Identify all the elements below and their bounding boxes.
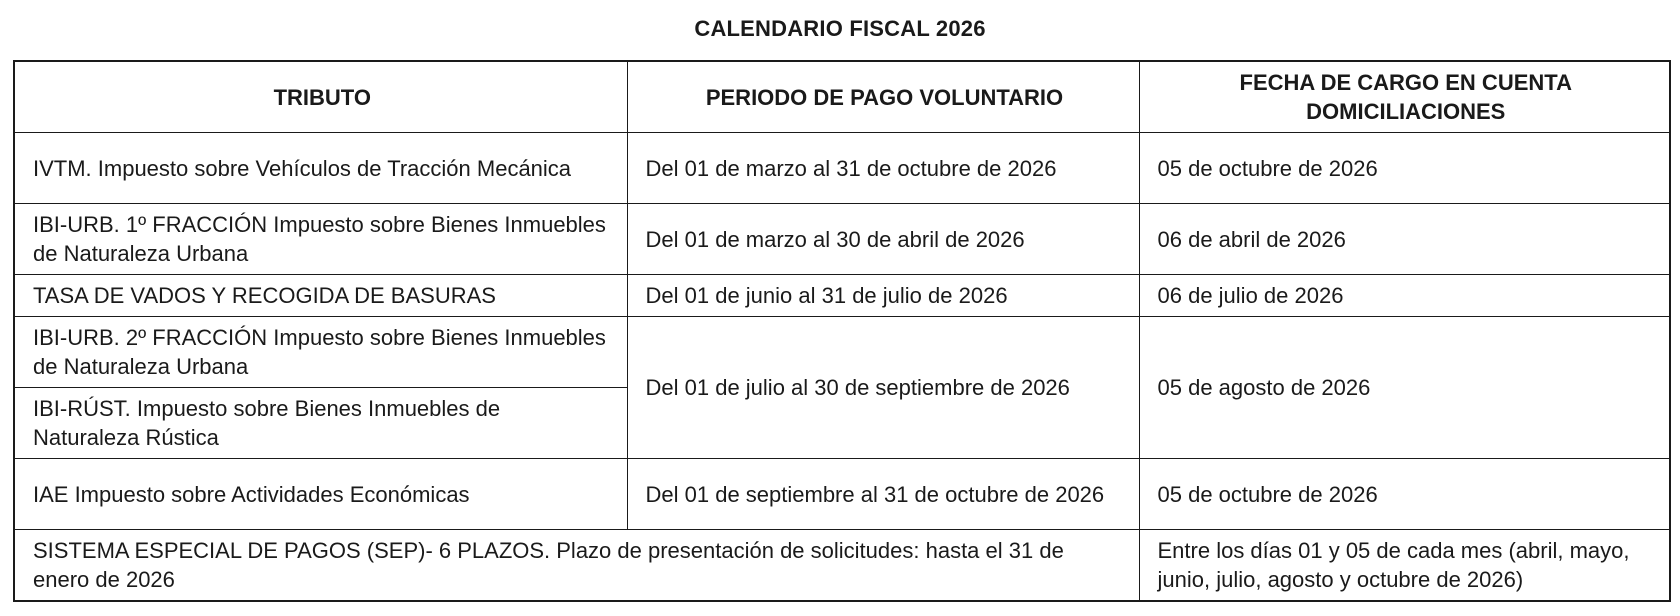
document-title: CALENDARIO FISCAL 2026 (694, 16, 986, 41)
periodo-cell: Del 01 de marzo al 31 de octubre de 2026 (627, 133, 1139, 204)
table-row (14, 275, 1670, 317)
table-row (14, 204, 1670, 275)
fecha-cell: 06 de julio de 2026 (1139, 275, 1670, 317)
table-row (14, 133, 1670, 204)
fecha-cell: 05 de octubre de 2026 (1139, 459, 1670, 530)
periodo-cell: Del 01 de septiembre al 31 de octubre de 2026 (627, 459, 1139, 530)
sep-description-cell: SISTEMA ESPECIAL DE PAGOS (SEP)- 6 PLAZOS. Plazo de presentación de solicitudes: hasta el 31 de enero de 2026 (14, 530, 1139, 602)
periodo-cell: Del 01 de marzo al 30 de abril de 2026 (627, 204, 1139, 275)
periodo-cell: Del 01 de julio al 30 de septiembre de 2026 (627, 317, 1139, 459)
header-fecha (1139, 61, 1670, 133)
table-row (14, 459, 1670, 530)
tributo-cell: IVTM. Impuesto sobre Vehículos de Tracción Mecánica (14, 133, 627, 204)
tributo-cell: IAE Impuesto sobre Actividades Económicas (14, 459, 627, 530)
table-row-sep (14, 530, 1670, 602)
tributo-cell: IBI-RÚST. Impuesto sobre Bienes Inmuebles de Naturaleza Rústica (14, 388, 627, 459)
tributo-cell: IBI-URB. 2º FRACCIÓN Impuesto sobre Bienes Inmuebles de Naturaleza Urbana (14, 317, 627, 388)
header-fecha-line2: DOMICILIACIONES (1306, 99, 1506, 124)
tributo-cell: IBI-URB. 1º FRACCIÓN Impuesto sobre Bienes Inmuebles de Naturaleza Urbana (14, 204, 627, 275)
fecha-cell: 05 de agosto de 2026 (1139, 317, 1670, 459)
fecha-cell: 05 de octubre de 2026 (1139, 133, 1670, 204)
sep-fecha-cell: Entre los días 01 y 05 de cada mes (abril, mayo, junio, julio, agosto y octubre de 2026) (1139, 530, 1670, 602)
table-header-row (14, 61, 1670, 133)
fiscal-calendar-table (13, 60, 1671, 602)
table-row (14, 317, 1670, 388)
tributo-cell: TASA DE VADOS Y RECOGIDA DE BASURAS (14, 275, 627, 317)
header-periodo: PERIODO DE PAGO VOLUNTARIO (627, 61, 1139, 133)
fecha-cell: 06 de abril de 2026 (1139, 204, 1670, 275)
periodo-cell: Del 01 de junio al 31 de julio de 2026 (627, 275, 1139, 317)
header-fecha-line1: FECHA DE CARGO EN CUENTA (1239, 70, 1572, 95)
header-tributo: TRIBUTO (14, 61, 627, 133)
